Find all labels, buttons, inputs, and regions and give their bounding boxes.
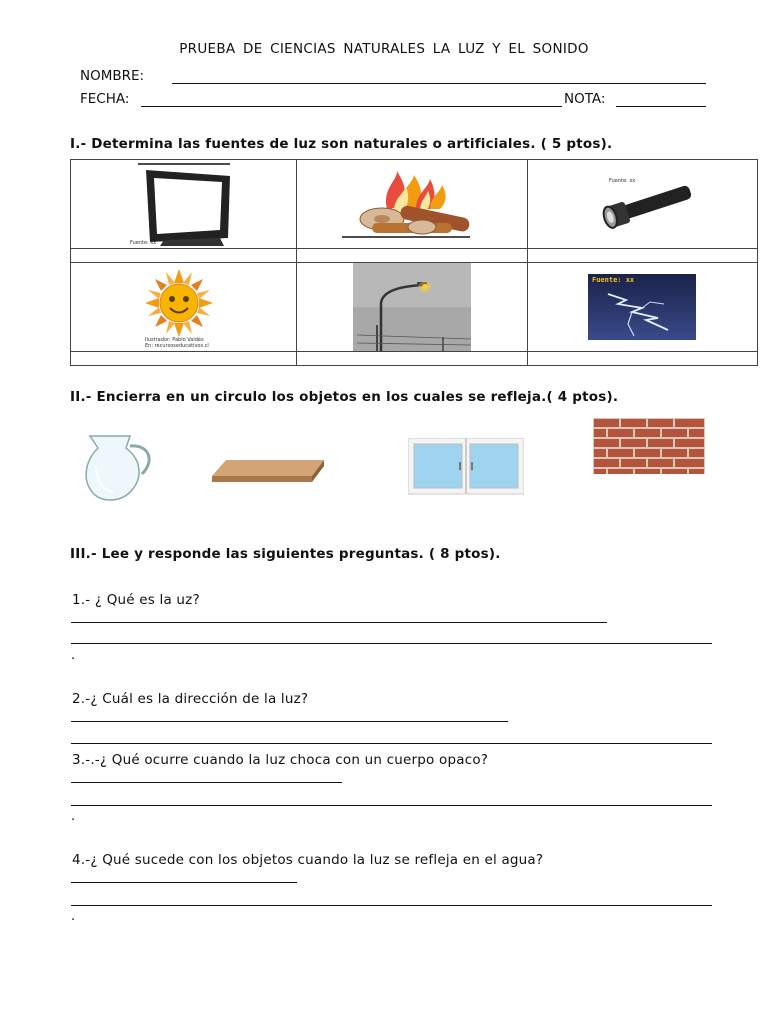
page-title: PRUEBA DE CIENCIAS NATURALES LA LUZ Y EL SONIDO — [179, 41, 589, 57]
answer-3-line-2[interactable] — [71, 805, 712, 806]
brick-wall-object[interactable] — [593, 418, 705, 478]
light-sources-table — [70, 159, 758, 366]
answer-1-line-1[interactable] — [71, 622, 607, 623]
street-lamp-icon — [353, 263, 471, 351]
answer-4-line-1[interactable] — [71, 882, 297, 883]
svg-text:Ilustrador: Pablo Valdés: Ilustrador: Pablo Valdés — [144, 337, 204, 343]
cell-campfire[interactable] — [297, 160, 527, 249]
wooden-board-icon — [210, 458, 326, 484]
glass-jug-object[interactable] — [82, 432, 158, 506]
question-4: 4.-¿ Qué sucede con los objetos cuando la luz se refleja en el agua? — [72, 852, 544, 868]
svg-text:En: recursoseducativos.cl: En: recursoseducativos.cl — [144, 343, 209, 349]
section-2-heading: II.- Encierra en un circulo los objetos en los cuales se refleja.( 4 ptos). — [70, 389, 619, 405]
answer-2-line-2[interactable] — [71, 743, 712, 744]
sun-icon — [129, 265, 239, 349]
question-1: 1.- ¿ Qué es la uz? — [72, 592, 200, 608]
flashlight-icon — [587, 174, 697, 234]
svg-text:Fuente: xx: Fuente: xx — [609, 178, 636, 184]
lightning-icon — [588, 274, 696, 340]
answer-3-end-mark: . — [71, 809, 76, 824]
cell-television[interactable] — [71, 160, 297, 249]
nombre-field[interactable] — [172, 83, 706, 84]
svg-text:Fuente: xx: Fuente: xx — [129, 240, 156, 246]
cell-sun[interactable] — [71, 263, 297, 352]
section-1-heading: I.- Determina las fuentes de luz son naturales o artificiales. ( 5 ptos). — [70, 136, 613, 152]
question-3: 3.-.-¿ Qué ocurre cuando la luz choca con un cuerpo opaco? — [72, 752, 489, 768]
window-object[interactable] — [408, 438, 524, 500]
television-icon — [124, 162, 244, 246]
campfire-icon — [342, 169, 482, 239]
answer-4-end-mark: . — [71, 909, 76, 924]
glass-jug-icon — [82, 432, 158, 502]
fecha-label: FECHA: — [80, 91, 130, 107]
cell-lightning[interactable] — [527, 263, 757, 352]
answer-4-line-2[interactable] — [71, 905, 712, 906]
cell-street-lamp[interactable] — [297, 263, 527, 352]
nombre-label: NOMBRE: — [80, 68, 145, 84]
cell-flashlight[interactable] — [527, 160, 757, 249]
window-icon — [408, 438, 524, 496]
brick-wall-icon — [593, 418, 705, 474]
answer-3-line-1[interactable] — [71, 782, 342, 783]
nota-field[interactable] — [616, 106, 706, 107]
svg-text:Fuente: xx: Fuente: xx — [592, 276, 635, 284]
answer-1-end-mark: . — [71, 648, 76, 663]
answer-2-line-1[interactable] — [71, 721, 508, 722]
question-2: 2.-¿ Cuál es la dirección de la luz? — [72, 691, 309, 707]
section-3-heading: III.- Lee y responde las siguientes preguntas. ( 8 ptos). — [70, 546, 501, 562]
answer-1-line-2[interactable] — [71, 643, 712, 644]
fecha-field[interactable] — [141, 106, 562, 107]
wooden-board-object[interactable] — [210, 458, 326, 488]
nota-label: NOTA: — [564, 91, 606, 107]
